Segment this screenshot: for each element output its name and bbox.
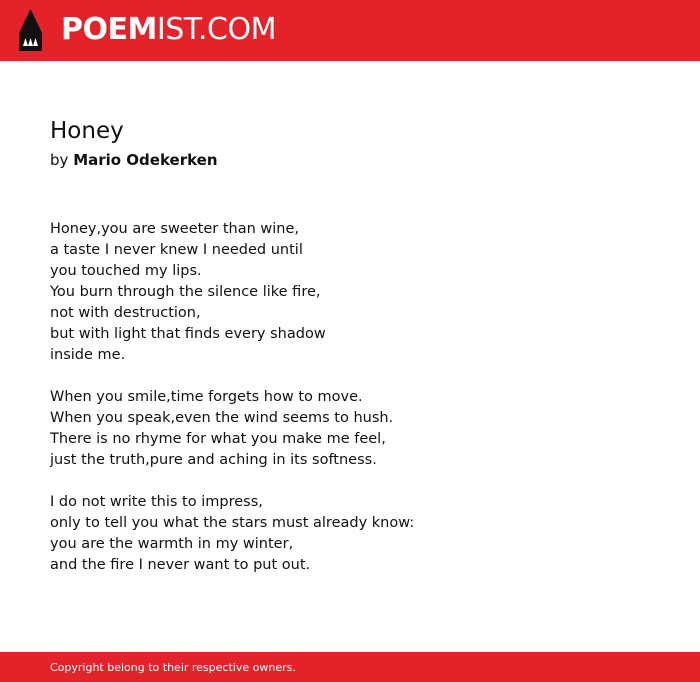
pencil-icon	[18, 9, 43, 51]
poem-line: When you speak,even the wind seems to hush.	[50, 410, 394, 426]
site-footer	[0, 652, 700, 682]
poem-line: Honey,you are sweeter than wine,	[50, 221, 299, 237]
by-label: by	[50, 151, 69, 169]
poem-line: only to tell you what the stars must already know:	[50, 515, 415, 531]
poem-line: There is no rhyme for what you make me feel,	[50, 431, 386, 447]
logo-text-light: IST.COM	[156, 12, 276, 47]
poem-line: you are the warmth in my winter,	[50, 536, 294, 552]
stanza-3	[50, 492, 650, 576]
poem-title: Honey	[50, 118, 124, 144]
poem-line: not with destruction,	[50, 305, 201, 321]
poem-line: a taste I never knew I needed until	[50, 242, 303, 258]
stanza-1	[50, 219, 650, 366]
poem-line: You burn through the silence like fire,	[50, 284, 321, 300]
author-name: Mario Odekerken	[73, 151, 218, 169]
poem-byline	[50, 150, 218, 170]
poem-line: just the truth,pure and aching in its softness.	[50, 452, 377, 468]
poem-line: and the fire I never want to put out.	[50, 557, 311, 573]
copyright-notice: Copyright belong to their respective owners.	[50, 661, 296, 674]
poem-line: but with light that finds every shadow	[50, 326, 326, 342]
poem-line: inside me.	[50, 347, 126, 363]
site-header	[0, 0, 700, 61]
site-logo[interactable]	[61, 11, 276, 49]
poem-line: you touched my lips.	[50, 263, 202, 279]
logo-text-bold: POEM	[61, 12, 157, 47]
poem-body	[50, 219, 650, 597]
stanza-2	[50, 387, 650, 471]
poem-line: I do not write this to impress,	[50, 494, 263, 510]
poem-line: When you smile,time forgets how to move.	[50, 389, 363, 405]
